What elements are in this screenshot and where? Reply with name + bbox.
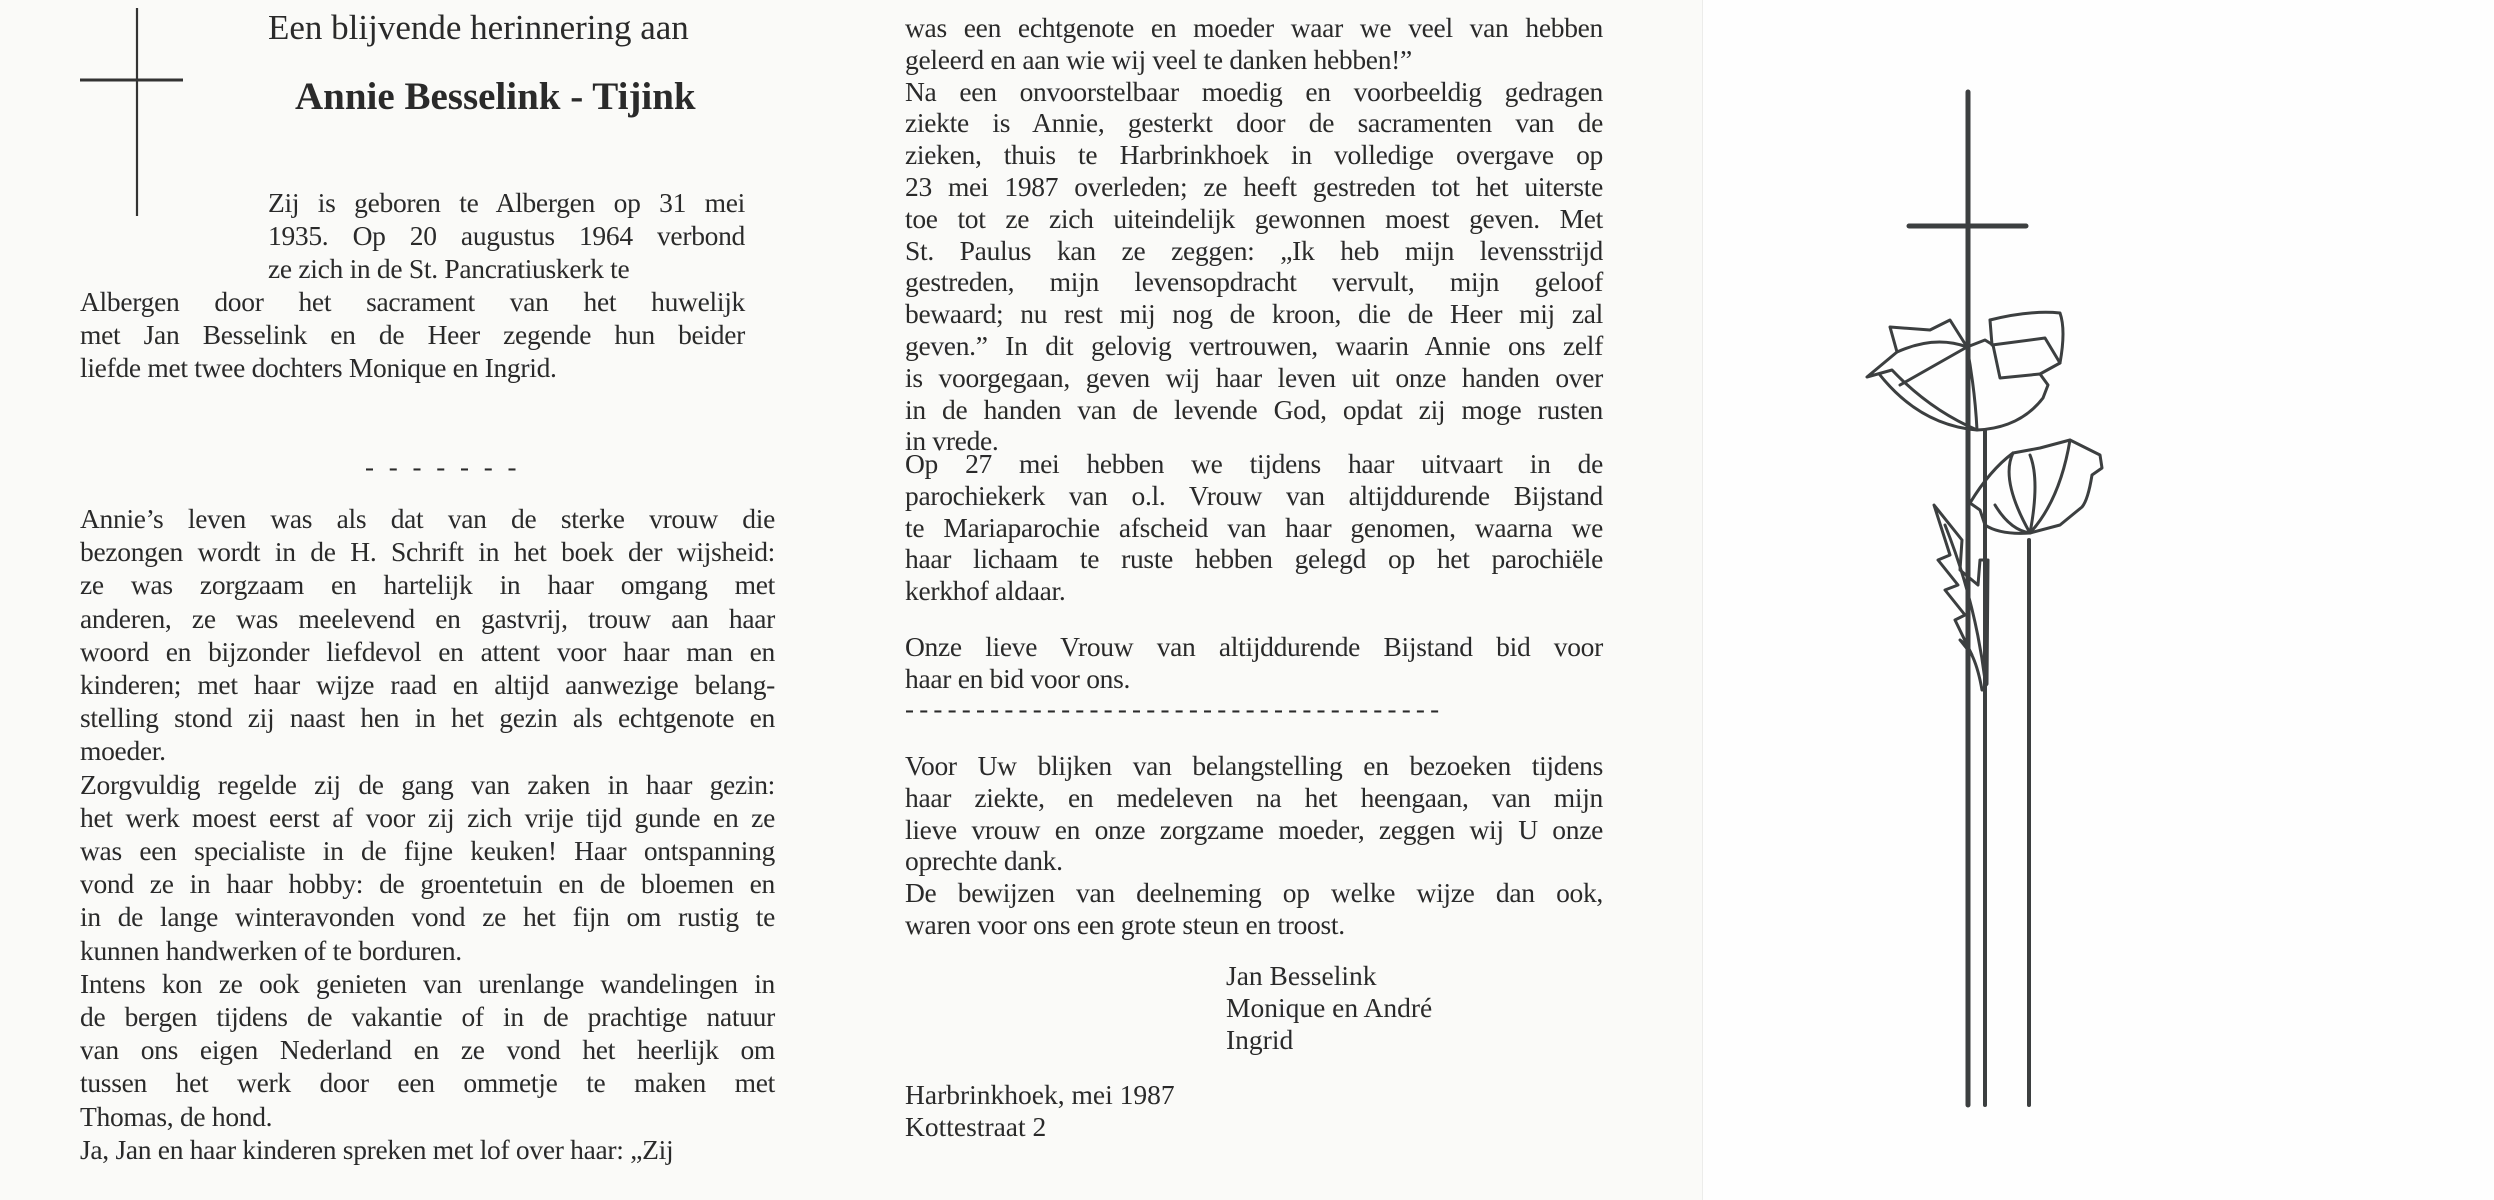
text-line: De bewijzen van deelneming op welke wijze dan ook, [905,877,1603,909]
text-line: was een echtgenote en moeder waar we veel van hebben [905,12,1603,43]
signature-name: Ingrid [1226,1024,1294,1055]
text-line: kerkhof aldaar. [905,575,1066,607]
text-line: kinderen; met haar wijze raad en altijd aanwezige belang- [80,669,775,701]
text-line: Op 27 mei hebben we tijdens haar uitvaart in de [905,448,1603,479]
heading: Een blijvende herinnering aan [268,8,689,47]
text-line: stelling stond zij naast hen in het gezin als echtgenote en [80,702,775,734]
text-line: 1935. Op 20 augustus 1964 verbond [268,220,745,251]
text-line: ziekte is Annie, gesterkt door de sacramenten van de [905,107,1603,139]
text-line: Zorgvuldig regelde zij de gang van zaken in haar gezin: [80,768,775,800]
text-line: Voor Uw blijken van belangstelling en bezoeken tijdens [905,750,1603,781]
text-line: ze zich in de St. Pancratiuskerk te [268,253,630,284]
text-line: bewaard; nu rest mij nog de kroon, die de Heer mij zal [905,298,1603,330]
text-line: bezongen wordt in de H. Schrift in het boek der wijsheid: [80,536,775,568]
text-line: geleerd en aan wie wij veel te danken hebben!” [905,43,1412,75]
text-line: 23 mei 1987 overleden; ze heeft gestreden tot het uiterste [905,170,1603,202]
text-line: gestreden, mijn levensopdracht vervult, mijn geloof [905,266,1603,298]
text-line: liefde met twee dochters Monique en Ingrid. [80,352,557,383]
text-line: vond ze in haar hobby: de groentetuin en de bloemen en [80,868,775,900]
text-line: waren voor ons een grote steun en troost. [905,908,1345,940]
text-line: Intens kon ze ook genieten van urenlange wandelingen in [80,967,775,999]
text-line: met Jan Besselink en de Heer zegende hun beider [80,319,745,350]
text-line: Thomas, de hond. [80,1100,273,1132]
separator-long: -------------------------------------- [905,694,1445,724]
text-line: haar ziekte, en medeleven na het heengaan, van mijn [905,781,1603,813]
separator-short: - - - - - - - [365,452,521,482]
text-line: Zij is geboren te Albergen op 31 mei [268,187,745,218]
poppy-flower-lower [1970,440,2102,533]
text-line: kunnen handwerken of te borduren. [80,934,462,966]
text-line: parochiekerk van o.l. Vrouw van altijddurende Bijstand [905,479,1603,511]
signature-name: Jan Besselink [1226,960,1377,991]
text-line: toe tot ze zich uiteindelijk gewonnen moest geven. Met [905,202,1603,234]
text-line: moeder. [80,735,166,767]
poppy-flower-upper [1867,312,2063,430]
text-line: Annie’s leven was als dat van de sterke vrouw die [80,503,775,534]
text-line: woord en bijzonder liefdevol en attent voor haar man en [80,635,775,667]
text-line: haar lichaam te ruste hebben gelegd op het parochiële [905,543,1603,575]
text-line: in de handen van de levende God, opdat zij moge rusten [905,393,1603,425]
text-line: tussen het werk door een ommetje te maken met [80,1067,775,1099]
text-line: St. Paulus kan ze zeggen: „Ik heb mijn levensstrijd [905,234,1603,266]
place-date: Harbrinkhoek, mei 1987 [905,1079,1175,1110]
text-line: Albergen door het sacrament van het huwelijk [80,286,745,317]
text-line: zieken, thuis te Harbrinkhoek in volledige overgave op [905,139,1603,171]
address: Kottestraat 2 [905,1111,1047,1142]
text-line: in vrede. [905,425,999,457]
text-line: haar en bid voor ons. [905,662,1131,694]
large-cross-icon [1909,92,2026,1105]
leaf [1934,505,1988,690]
text-line: geven.” In dit gelovig vertrouwen, waarin Annie ons zelf [905,329,1603,361]
text-line: oprechte dank. [905,845,1063,877]
text-line: is voorgegaan, geven wij haar leven uit onze handen over [905,361,1603,393]
text-line: in de lange winteravonden vond ze het fijn om rustig te [80,901,775,933]
text-line: Na een onvoorstelbaar moedig en voorbeeldig gedragen [905,75,1603,107]
text-line: Onze lieve Vrouw van altijddurende Bijstand bid voor [905,631,1603,662]
signature-name: Monique en André [1226,992,1433,1023]
text-line: te Mariaparochie afscheid van haar genomen, waarna we [905,511,1603,543]
text-line: lieve vrouw en onze zorgzame moeder, zeggen wij U onze [905,813,1603,845]
text-line: Ja, Jan en haar kinderen spreken met lof over haar: „Zij [80,1133,674,1165]
text-line: ze was zorgzaam en hartelijk in haar omgang met [80,569,775,601]
text-line: van ons eigen Nederland en ze vond het heerlijk om [80,1034,775,1066]
text-line: de bergen tijdens de vakantie of in de prachtige natuur [80,1001,775,1033]
deceased-name: Annie Besselink - Tijink [295,75,696,118]
text-line: was een specialiste in de fijne keuken! Haar ontspanning [80,835,775,867]
text-line: het werk moest eerst af voor zij zich vrije tijd gunde en ze [80,801,775,833]
text-line: anderen, ze was meelevend en gastvrij, trouw aan haar [80,602,775,634]
